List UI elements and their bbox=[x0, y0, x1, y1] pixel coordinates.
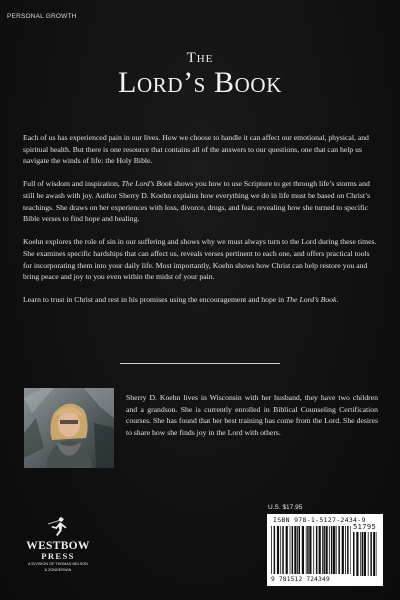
barcode-bar bbox=[377, 532, 378, 576]
barcode-bar bbox=[356, 532, 358, 576]
barcode-bar bbox=[353, 532, 355, 576]
barcode-bar bbox=[271, 526, 272, 574]
author-bio: Sherry D. Koehn lives in Wisconsin with her husband, they have two children and a grandson. She is currently enrolled in Biblical Counseling Certification courses. She has found that her best training has come from the Lord. She desires to share how she finds joy in the Lord with others. bbox=[126, 393, 378, 437]
publisher-logo-block bbox=[16, 516, 100, 572]
barcode-bar bbox=[274, 526, 276, 574]
description-paragraph-1: Each of us has experienced pain in our lives. How we choose to handle it can affect our emotional, physical, and spiritual health. But there is one resource that contains all of the answers to our questions, one that can help us navigate the winds of life: the Holy Bible. bbox=[23, 133, 369, 166]
publisher-tagline-1: A DIVISION OF THOMAS NELSON bbox=[28, 562, 88, 566]
ean-number: 9 781512 724349 bbox=[271, 576, 330, 583]
barcode-bar bbox=[319, 526, 321, 574]
barcode-bar bbox=[297, 526, 298, 574]
barcode-bar bbox=[336, 526, 337, 574]
barcode-bar bbox=[364, 532, 366, 576]
barcode-bar bbox=[347, 526, 349, 574]
barcode-bar bbox=[282, 526, 284, 574]
addon-barcode-bars bbox=[353, 532, 379, 576]
barcode-bar bbox=[338, 526, 340, 574]
publisher-tagline-2: & ZONDERVAN bbox=[44, 567, 72, 572]
barcode-bar bbox=[290, 526, 291, 574]
barcode-bar bbox=[326, 526, 328, 574]
description-paragraph-2: Full of wisdom and inspiration, The Lord’s Book shows you how to use Scripture to get through life’s storms and still be awash with joy. Author Sherry D. Koehn explains how everything we do in life must be based on Christ’s teachings. She draws on her experiences with loss, divorce, drugs, and fear, revealing how she turned to specific Bible verses to find hope and healing. bbox=[23, 179, 371, 224]
author-photo bbox=[24, 388, 114, 468]
inline-book-title: The Lord’s Book bbox=[286, 295, 337, 305]
barcode-bar bbox=[294, 526, 296, 574]
price-label: U.S. $17.95 bbox=[268, 504, 303, 511]
runner-logo-icon bbox=[47, 516, 69, 538]
book-title: Lord’s Book bbox=[118, 66, 282, 99]
title-prefix: The bbox=[186, 50, 214, 66]
barcode-bar bbox=[360, 532, 361, 576]
barcode-bar bbox=[323, 526, 325, 574]
section-divider bbox=[120, 363, 280, 364]
barcode-bar bbox=[333, 526, 335, 574]
ean-barcode-bars bbox=[271, 526, 351, 574]
author-portrait-image bbox=[24, 388, 114, 468]
barcode-bar bbox=[373, 532, 375, 576]
barcode-bar bbox=[313, 526, 314, 574]
barcode-bar bbox=[292, 526, 294, 574]
publisher-name-line-2: PRESS bbox=[41, 551, 75, 561]
barcode-bar bbox=[350, 526, 351, 574]
book-description bbox=[23, 132, 379, 318]
category-label: PERSONAL GROWTH bbox=[7, 13, 77, 20]
barcode-bar bbox=[299, 526, 301, 574]
isbn-number: ISBN 978-1-5127-2434-9 bbox=[273, 516, 366, 524]
barcode bbox=[267, 514, 383, 586]
barcode-bar bbox=[316, 526, 318, 574]
barcode-bar bbox=[307, 526, 309, 574]
addon-code: 51795 bbox=[353, 523, 377, 531]
barcode-bar bbox=[331, 526, 333, 574]
barcode-bar bbox=[362, 532, 364, 576]
barcode-bar bbox=[277, 526, 279, 574]
barcode-bar bbox=[345, 526, 346, 574]
barcode-bar bbox=[306, 526, 307, 574]
barcode-bar bbox=[368, 532, 369, 576]
description-paragraph-3: Koehn explores the role of sin in our suffering and shows why we must always turn to the Lord during these times. She examines specific hardships that can affect us, reveals verses pertinent to each one, and offers practical tools for incorporating them into your daily life. Most importantly, Koehn shows how Christ can help restore you and bring peace and joy to you even within the midst of your pain. bbox=[23, 237, 377, 282]
description-paragraph-4: Learn to trust in Christ and rest in his promises using the encouragement and hope in The Lord’s Book. bbox=[23, 295, 339, 305]
barcode-bar bbox=[342, 526, 344, 574]
barcode-bar bbox=[302, 526, 304, 574]
barcode-bar bbox=[370, 532, 372, 576]
inline-book-title: The Lord’s Book bbox=[121, 179, 173, 189]
barcode-bar bbox=[329, 526, 330, 574]
barcode-bar bbox=[280, 526, 281, 574]
barcode-bar bbox=[322, 526, 323, 574]
barcode-bar bbox=[286, 526, 288, 574]
barcode-bar bbox=[309, 526, 311, 574]
publisher-name-line-1: WESTBOW bbox=[26, 540, 90, 552]
